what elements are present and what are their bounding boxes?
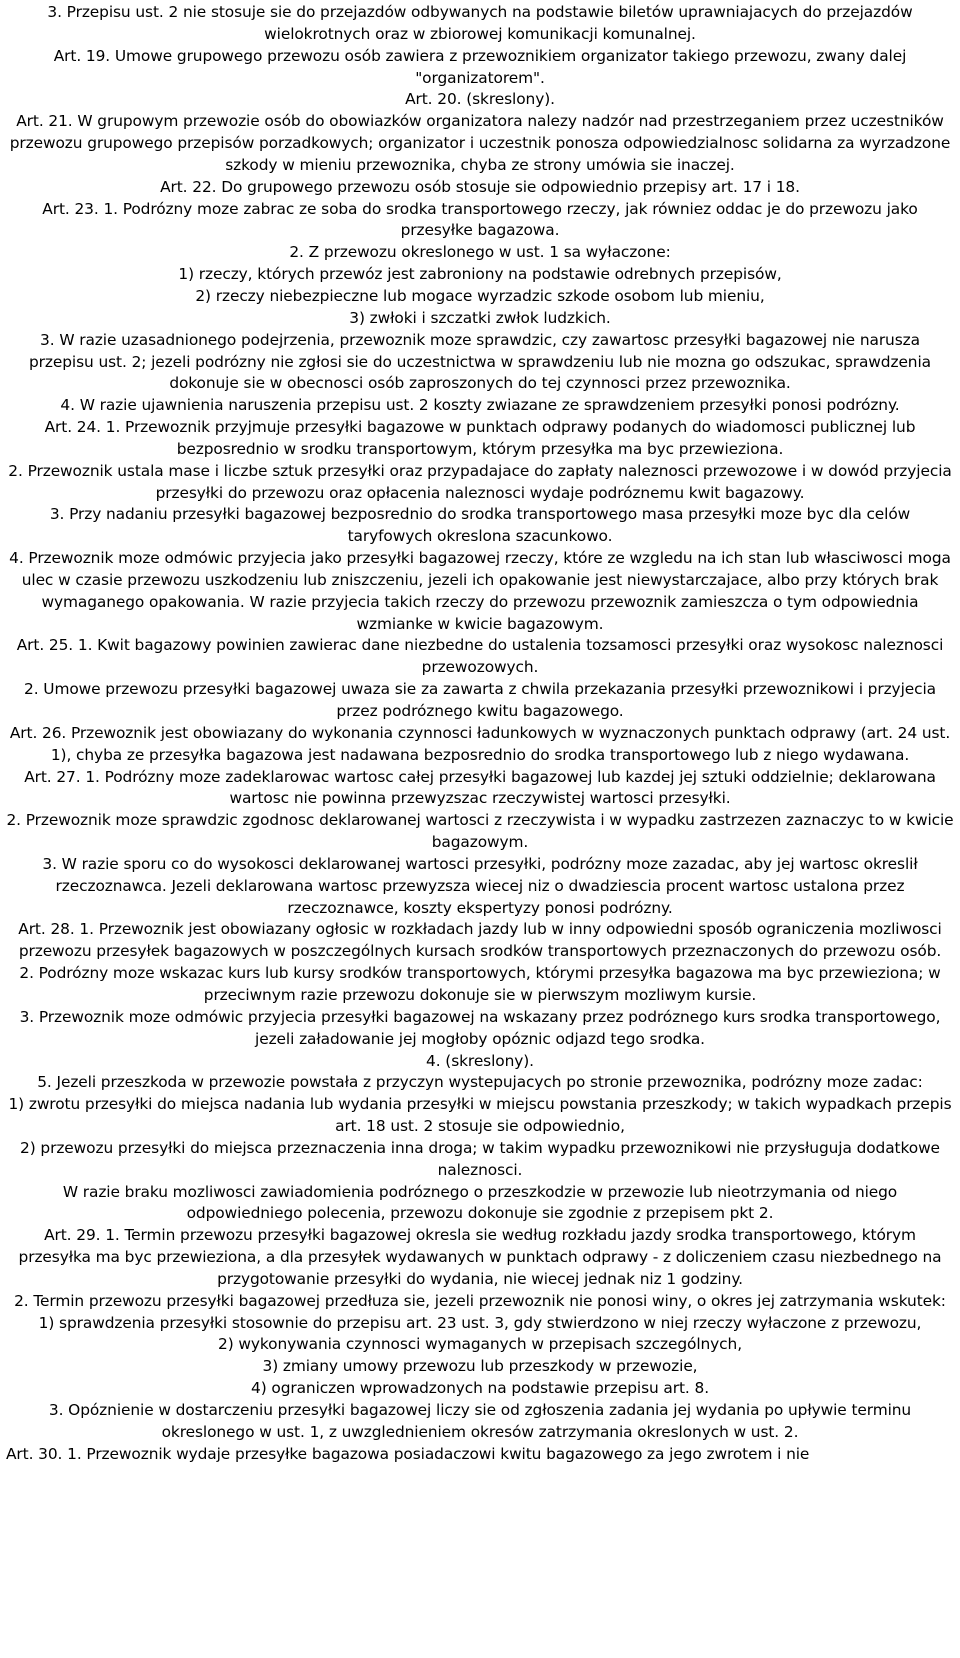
paragraph-art23-ust2-pkt2: 2) rzeczy niebezpieczne lub mogace wyrzadzic szkode osobom lub mieniu, [195,286,765,305]
paragraph-art29-ust2-pkt2: 2) wykonywania czynnosci wymaganych w przepisach szczególnych, [218,1335,742,1354]
paragraph-art29-ust2-pkt1: 1) sprawdzenia przesyłki stosownie do przepisu art. 23 ust. 3, gdy stwierdzono w niej rzeczy wyłaczone z przewozu, [38,1313,922,1332]
paragraph-art23-ust2: 2. Z przewozu okreslonego w ust. 1 sa wyłaczone: [289,243,671,262]
paragraph-art26: Art. 26. Przewoznik jest obowiazany do wykonania czynnosci ładunkowych w wyznaczonych punktach odprawy (art. 24 ust. 1), chyba ze przesyłka bagazowa jest nadawana bezposrednio do srodka transportowego lub z niego wydawana. [9,723,951,764]
paragraph-art25-ust1: Art. 25. 1. Kwit bagazowy powinien zawierac dane niezbedne do ustalenia tozsamosci przesyłki oraz wysokosc naleznosci przewozowych. [16,636,944,677]
paragraph-art29-ust2-pkt4: 4) ograniczen wprowadzonych na podstawie przepisu art. 8. [251,1379,709,1398]
paragraph-art24-ust4: 4. Przewoznik moze odmówic przyjecia jako przesyłki bagazowej rzeczy, które ze wzgledu na ich stan lub własciwosci moga ulec w czasie przewozu uszkodzeniu lub zniszczeniu, jezeli ich opakowanie jest niewystarczajace, albo przy których brak wymaganego opakowania. W razie przyjecia takich rzeczy do przewozu przewoznik zamieszcza o tym odpowiednia wzmianke w kwicie bagazowym. [9,549,951,633]
paragraph-art28-ust5: 5. Jezeli przeszkoda w przewozie powstała z przyczyn wystepujacych po stronie przewoznika, podrózny moze zadac: [37,1073,923,1092]
paragraph-art28-ust1: Art. 28. 1. Przewoznik jest obowiazany ogłosic w rozkładach jazdy lub w inny odpowiedni sposób ograniczenia mozliwosci przewozu przesyłek bagazowych w poszczególnych kursach srodków transportowych przeznaczonych do przewozu osób. [18,920,942,961]
paragraph-art23-ust3: 3. W razie uzasadnionego podejrzenia, przewoznik moze sprawdzic, czy zawartosc przesyłki bagazowej nie narusza przepisu ust. 2; jezeli podrózny nie zgłosi sie do uczestnictwa w sprawdzeniu lub nie mozna go odszukac, sprawdzenia dokonuje sie w obecnosci osób zaproszonych do tej czynnosci przez przewoznika. [29,330,931,393]
paragraph-art24-ust3: 3. Przy nadaniu przesyłki bagazowej bezposrednio do srodka transportowego masa przesyłki moze byc dla celów taryfowych okreslona szacunkowo. [49,505,911,546]
paragraph-art18-ust3: 3. Przepisu ust. 2 nie stosuje sie do przejazdów odbywanych na podstawie biletów uprawniajacych do przejazdów wielokrotnych oraz w zbiorowej komunikacji komunalnej. [47,3,913,43]
paragraph-art28-ust5-tail: W razie braku mozliwosci zawiadomienia podróznego o przeszkodzie w przewozie lub nieotrzymania od niego odpowiedniego polecenia, przewozu dokonuje sie zgodnie z przepisem pkt 2. [62,1182,898,1223]
paragraph-art28-ust5-pkt2: 2) przewozu przesyłki do miejsca przeznaczenia inna droga; w takim wypadku przewoznikowi nie przysługuja dodatkowe naleznosci. [20,1138,940,1179]
paragraph-art23-ust4: 4. W razie ujawnienia naruszenia przepisu ust. 2 koszty zwiazane ze sprawdzeniem przesyłki ponosi podrózny. [60,396,900,415]
paragraph-art29-ust2-pkt3: 3) zmiany umowy przewozu lub przeszkody w przewozie, [262,1357,698,1376]
paragraph-art22: Art. 22. Do grupowego przewozu osób stosuje sie odpowiednio przepisy art. 17 i 18. [160,177,800,196]
paragraph-art28-ust3: 3. Przewoznik moze odmówic przyjecia przesyłki bagazowej na wskazany przez podróznego kurs srodka transportowego, jezeli załadowanie jej mogłoby opóznic odjazd tego srodka. [19,1007,941,1048]
paragraph-art23-ust2-pkt3: 3) zwłoki i szczatki zwłok ludzkich. [349,308,611,327]
paragraph-art29-ust3: 3. Opóznienie w dostarczeniu przesyłki bagazowej liczy sie od zgłoszenia zadania jej wydania po upływie terminu okreslonego w ust. 1, z uwzglednieniem okresów zatrzymania okreslonych w ust. 2. [48,1401,912,1441]
paragraph-art25-ust2: 2. Umowe przewozu przesyłki bagazowej uwaza sie za zawarta z chwila przekazania przesyłki przewoznikowi i przyjecia przez podróznego kwitu bagazowego. [24,680,936,720]
paragraph-art21: Art. 21. W grupowym przewozie osób do obowiazków organizatora nalezy nadzór nad przestrzeganiem przez uczestników przewozu grupowego przepisów porzadkowych; organizator i uczestnik ponosza odpowiedzialnosc solidarna za wyrzadzone szkody w mieniu przewoznika, chyba ze strony umówia sie inaczej. [9,112,951,174]
paragraph-art24-ust1: Art. 24. 1. Przewoznik przyjmuje przesyłki bagazowe w punktach odprawy podanych do wiadomosci publicznej lub bezposrednio w srodku transportowym, którym przesyłka ma byc przewieziona. [44,418,916,458]
paragraph-art20: Art. 20. (skreslony). [405,90,555,109]
paragraph-art29-ust2: 2. Termin przewozu przesyłki bagazowej przedłuza sie, jezeli przewoznik nie ponosi winy, o okres jej zatrzymania wskutek: [14,1291,946,1310]
paragraph-art23-ust2-pkt1: 1) rzeczy, których przewóz jest zabroniony na podstawie odrebnych przepisów, [178,265,782,284]
paragraph-art27-ust2: 2. Przewoznik moze sprawdzic zgodnosc deklarowanej wartosci z rzeczywista i w wypadku zastrzezen zaznaczyc to w kwicie bagazowym. [6,811,954,852]
paragraph-art19: Art. 19. Umowe grupowego przewozu osób zawiera z przewoznikiem organizator takiego przewozu, zwany dalej "organizatorem". [53,46,907,87]
paragraph-art28-ust5-pkt1: 1) zwrotu przesyłki do miejsca nadania lub wydania przesyłki w miejscu powstania przeszkody; w takich wypadkach przepis art. 18 ust. 2 stosuje sie odpowiednio, [8,1095,952,1136]
paragraph-art24-ust2: 2. Przewoznik ustala mase i liczbe sztuk przesyłki oraz przypadajace do zapłaty naleznosci przewozowe i w dowód przyjecia przesyłki do przewozu oraz opłacenia naleznosci wydaje podróznemu kwit bagazowy. [8,461,952,502]
paragraph-art27-ust1: Art. 27. 1. Podrózny moze zadeklarowac wartosc całej przesyłki bagazowej lub kazdej jej sztuki oddzielnie; deklarowana wartosc nie powinna przewyzszac rzeczywistej wartosci przesyłki. [24,767,936,808]
paragraph-art23-ust1: Art. 23. 1. Podrózny moze zabrac ze soba do srodka transportowego rzeczy, jak równiez oddac je do przewozu jako przesyłke bagazowa. [42,199,918,240]
paragraph-art29-ust1: Art. 29. 1. Termin przewozu przesyłki bagazowej okresla sie według rozkładu jazdy srodka transportowego, którym przesyłka ma byc przewieziona, a dla przesyłek wydawanych w punktach odprawy - z doliczeniem czasu niezbednego na przygotowanie przesyłki do wydania, nie wiecej jednak niz 1 godziny. [18,1226,942,1288]
paragraph-art28-ust4: 4. (skreslony). [426,1051,534,1070]
paragraph-art27-ust3: 3. W razie sporu co do wysokosci deklarowanej wartosci przesyłki, podrózny moze zazadac, aby jej wartosc okreslił rzeczoznawca. Jezeli deklarowana wartosc przewyzsza wiecej niz o dwadziescia procent wartosc ustalona przez rzeczoznawce, koszty ekspertyzy ponosi podrózny. [42,854,918,917]
paragraph-art28-ust2: 2. Podrózny moze wskazac kurs lub kursy srodków transportowych, którymi przesyłka bagazowa ma byc przewieziona; w przeciwnym razie przewozu dokonuje sie w pierwszym mozliwym kursie. [19,964,941,1004]
paragraph-art30-ust1: Art. 30. 1. Przewoznik wydaje przesyłke bagazowa posiadaczowi kwitu bagazowego za jego zwrotem i nie [6,1444,810,1463]
